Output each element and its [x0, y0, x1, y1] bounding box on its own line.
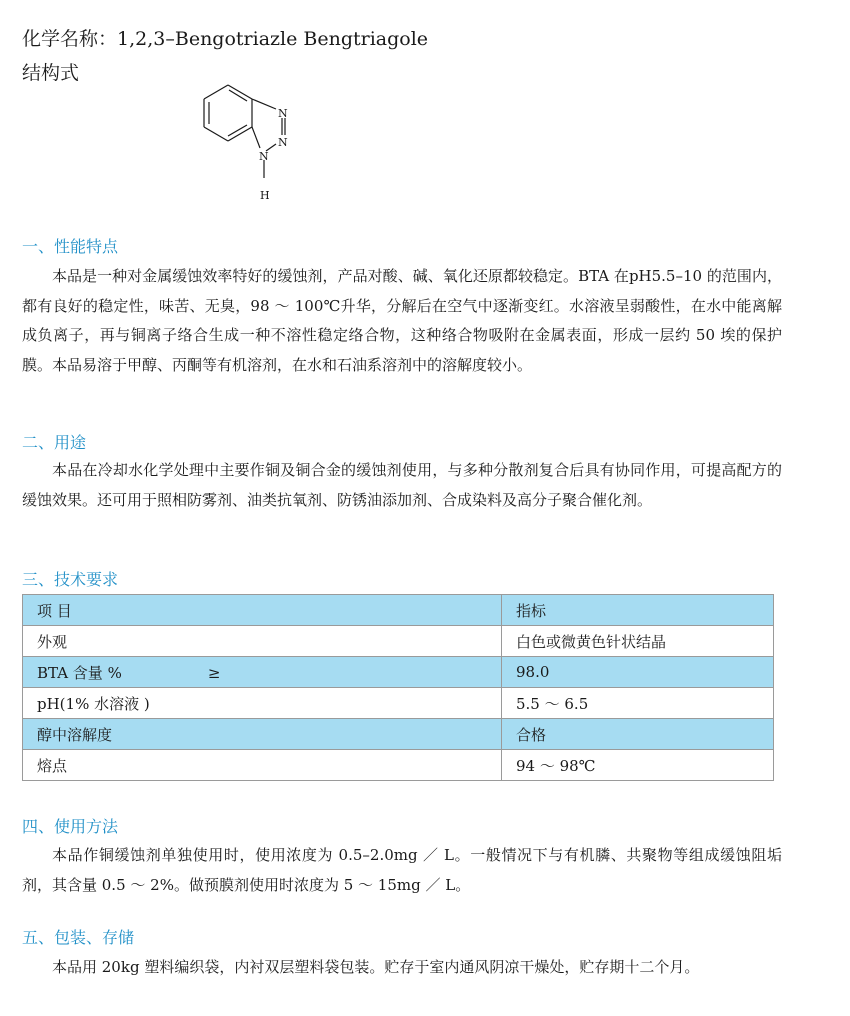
section-title-usage-method: 四、使用方法	[22, 817, 119, 836]
chemical-name-line	[22, 26, 428, 52]
table-cell-item	[23, 626, 502, 657]
table-cell-item	[23, 688, 502, 719]
table-cell-item-text: BTA 含量 %	[37, 663, 122, 682]
section-title-technical-requirements: 三、技术要求	[22, 570, 119, 589]
table-cell-item-text: 熔点	[37, 756, 68, 775]
table-cell-value: 白色或微黄色针状结晶	[502, 626, 774, 657]
table-row	[23, 719, 774, 750]
spec-table	[22, 594, 774, 781]
section-title-usage: 二、用途	[22, 433, 87, 452]
chemical-name-label: 化学名称：	[22, 28, 118, 50]
atom-n-top: N	[278, 107, 288, 120]
chemical-name: 1,2,3–Bengotriazle Bengtriagole	[117, 28, 429, 50]
table-cell-item-text: pH(1% 水溶液 )	[37, 694, 150, 713]
atom-h: H	[260, 189, 270, 202]
section-text-properties: 本品是一种对金属缓蚀效率特好的缓蚀剂，产品对酸、碱、氧化还原都较稳定。BTA 在pH5.5–10 的范围内，都有良好的稳定性，味苦、无臭，98 ～ 100℃升华，分解后在空气中逐渐变红。水溶液呈弱酸性，在水中能离解成负离子，再与铜离子络合生成一种不溶性稳定络合物，这种络合物吸附在金属表面，形成一层约 50 埃的保护膜。本品易溶于甲醇、丙酮等有机溶剂，在水和石油系溶剂中的溶解度较小。	[22, 267, 782, 374]
table-cell-value: 98.0	[502, 657, 774, 688]
table-cell-item	[23, 657, 502, 688]
table-cell-value: 94 ～ 98℃	[502, 750, 774, 781]
table-cell-value: 5.5 ～ 6.5	[502, 688, 774, 719]
table-cell-qualifier: ≥	[207, 663, 221, 682]
table-cell-item-text: 外观	[37, 632, 68, 651]
molecule-bonds	[204, 85, 285, 178]
table-header-item: 项 目	[23, 595, 502, 626]
table-cell-item	[23, 750, 502, 781]
table-row	[23, 688, 774, 719]
table-row	[23, 657, 774, 688]
table-cell-item	[23, 719, 502, 750]
table-cell-value: 合格	[502, 719, 774, 750]
table-cell-item-text: 醇中溶解度	[37, 725, 113, 744]
benzotriazole-structure-diagram	[190, 80, 310, 205]
table-header-row	[23, 595, 774, 626]
table-row	[23, 626, 774, 657]
atom-n-mid: N	[278, 136, 288, 149]
structure-label: 结构式	[22, 62, 80, 84]
section-title-packaging-storage: 五、包装、存储	[22, 928, 135, 947]
section-text-packaging-storage: 本品用 20kg 塑料编织袋，内衬双层塑料袋包装。贮存于室内通风阴凉干燥处，贮存期十二个月。	[52, 958, 700, 976]
atom-n-ring: N	[259, 150, 269, 163]
table-row	[23, 750, 774, 781]
section-title-properties: 一、性能特点	[22, 237, 119, 256]
section-text-usage-method: 本品作铜缓蚀剂单独使用时，使用浓度为 0.5–2.0mg ／ L。一般情况下与有机膦、共聚物等组成缓蚀阻垢剂，其含量 0.5 ～ 2%。做预膜剂使用时浓度为 5 ～ 15mg ／ L。	[22, 846, 782, 894]
section-text-usage: 本品在冷却水化学处理中主要作铜及铜合金的缓蚀剂使用，与多种分散剂复合后具有协同作用，可提高配方的缓蚀效果。还可用于照相防雾剂、油类抗氧剂、防锈油添加剂、合成染料及高分子聚合催化剂。	[22, 461, 782, 509]
table-header-value: 指标	[502, 595, 774, 626]
